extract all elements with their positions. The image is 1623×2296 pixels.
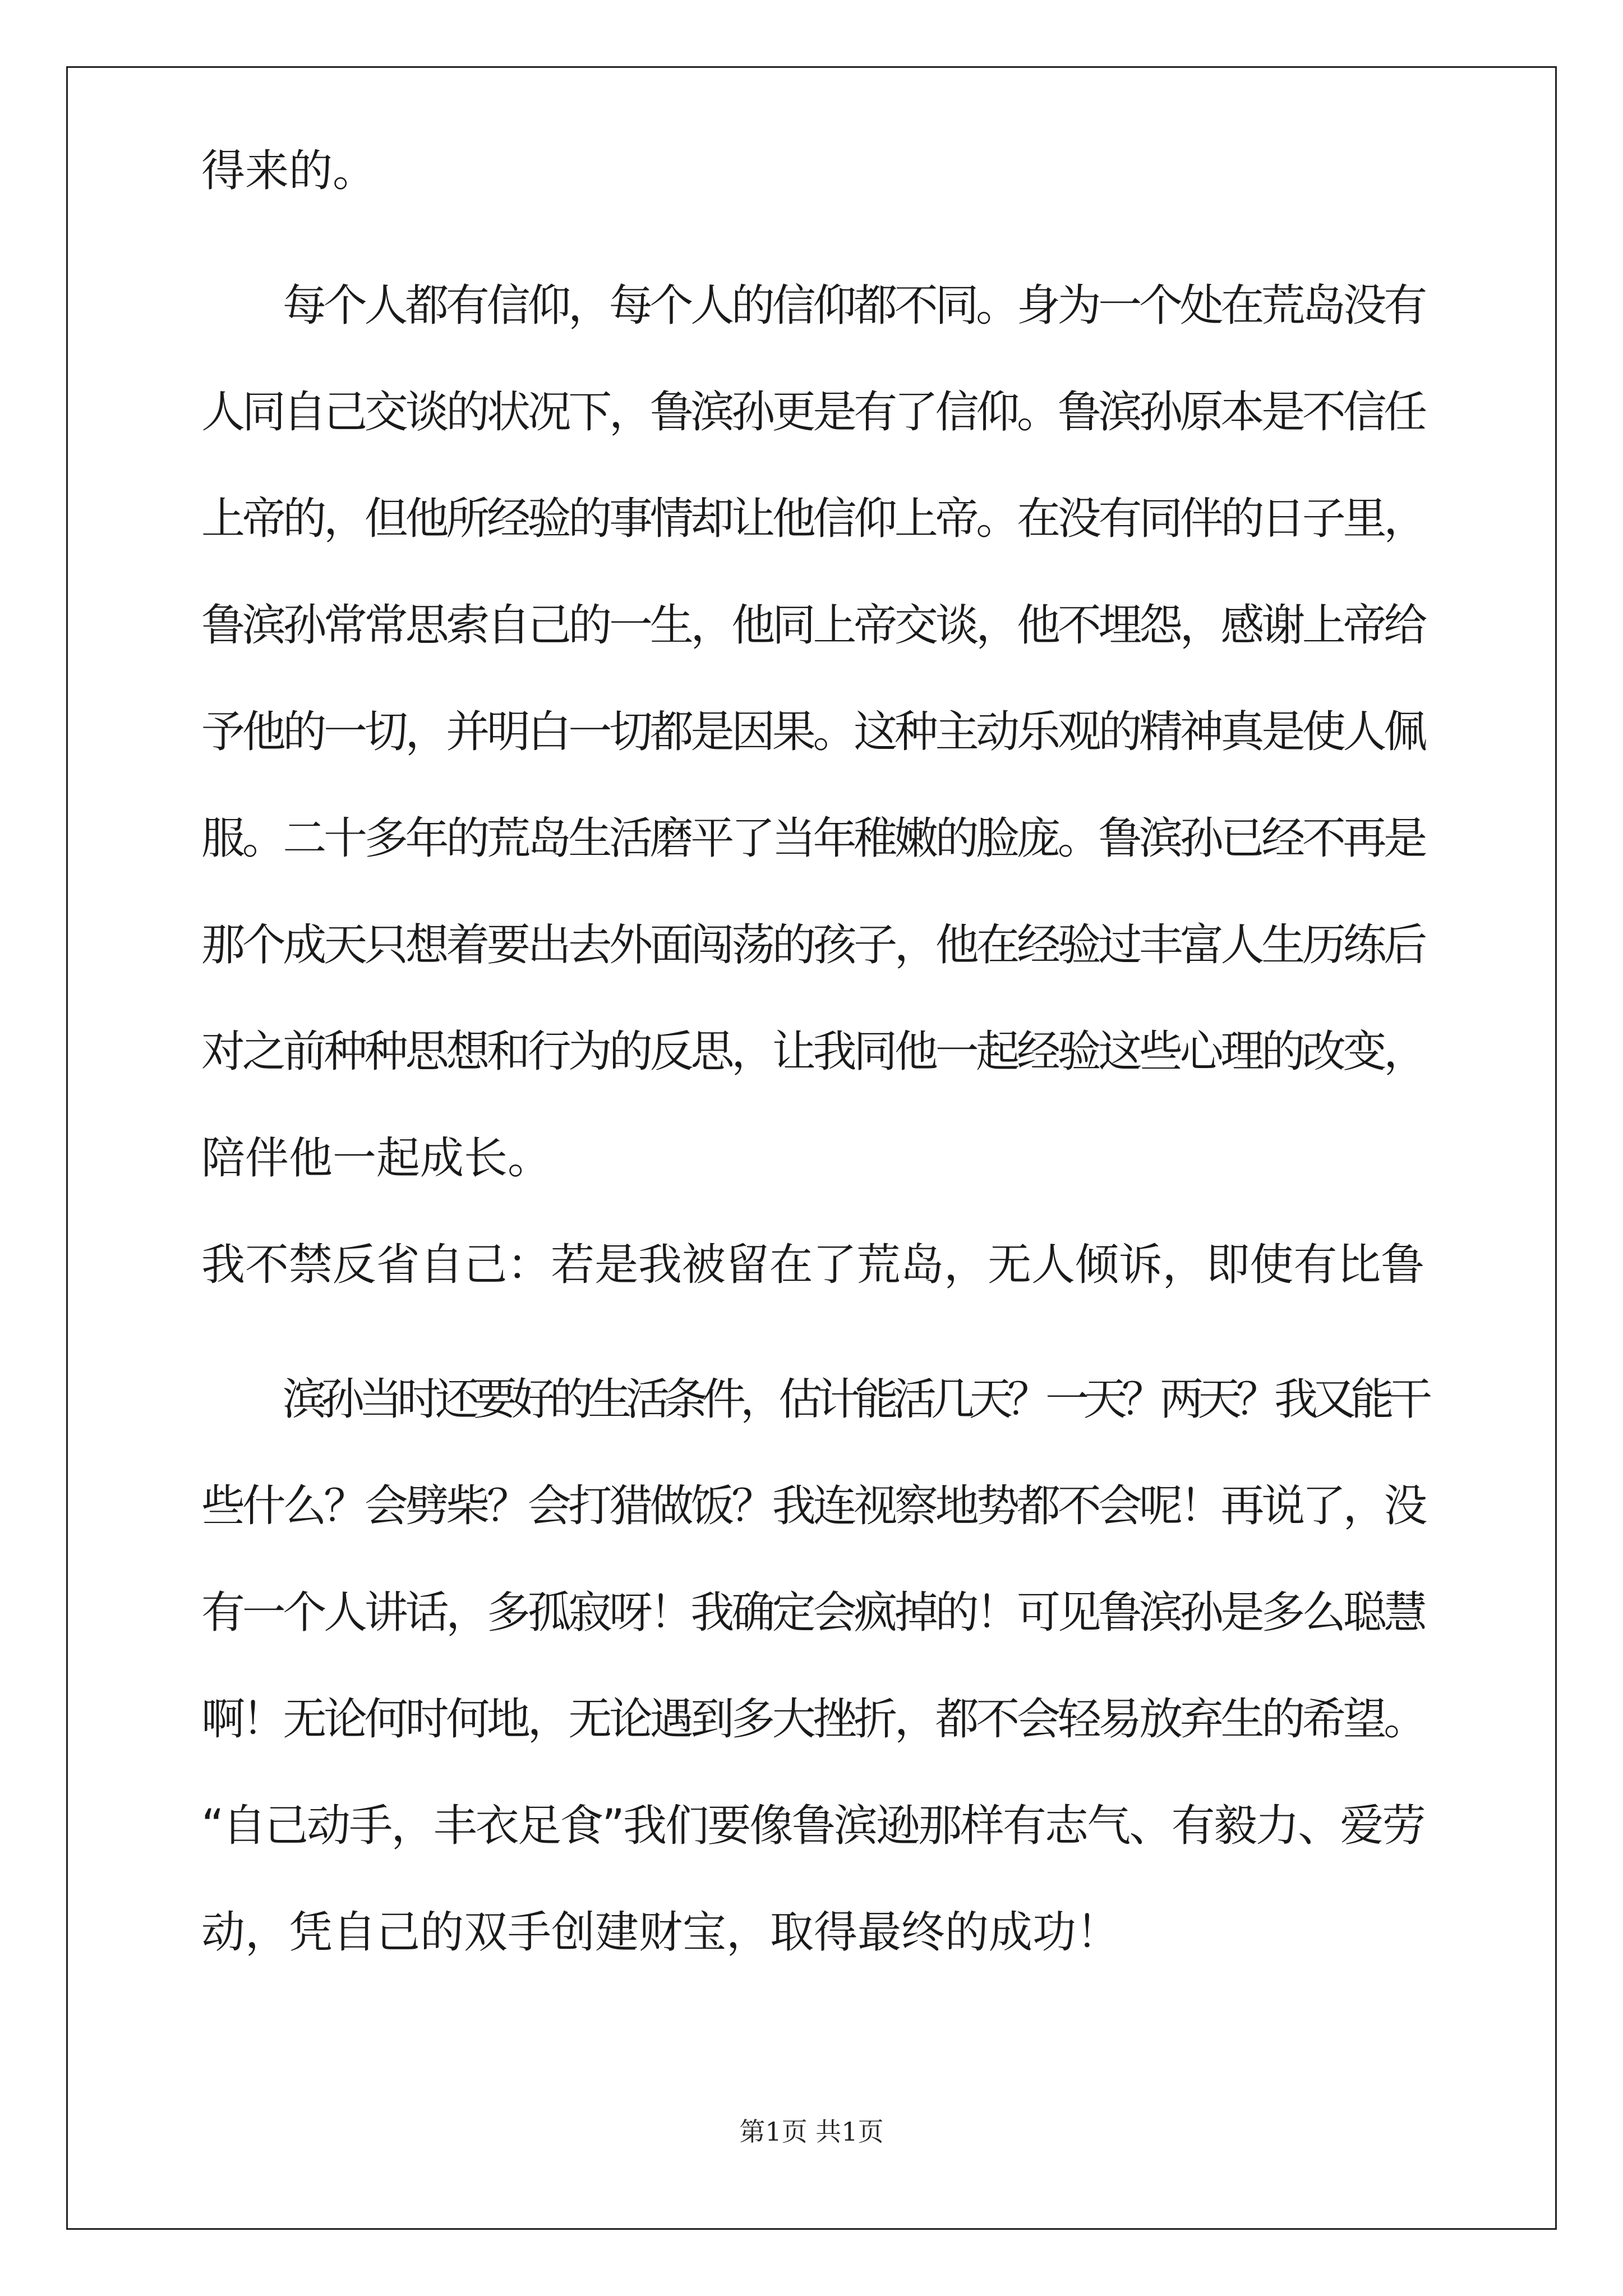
text-line: “自己动手，丰衣足食”我们要像鲁滨逊那样有志气、有毅力、爱劳 (201, 1801, 1424, 1851)
text-line: 服。二十多年的荒岛生活磨平了当年稚嫩的脸庞。鲁滨孙已经不再是 (201, 813, 1425, 864)
text-line: 人同自己交谈的状况下，鲁滨孙更是有了信仰。鲁滨孙原本是不信任 (201, 387, 1425, 438)
text-line: 上帝的，但他所经验的事情却让他信仰上帝。在没有同伴的日子里， (201, 494, 1425, 544)
text-line: 予他的一切，并明白一切都是因果。这种主动乐观的精神真是使人佩 (201, 707, 1425, 757)
text-line: 有一个人讲话，多孤寂呀！我确定会疯掉的！可见鲁滨孙是多么聪慧 (201, 1588, 1425, 1638)
text-line: 得来的。 (201, 146, 377, 196)
text-line: 每个人都有信仰，每个人的信仰都不同。身为一个处在荒岛没有 (283, 280, 1425, 331)
text-line: 鲁滨孙常常思索自己的一生，他同上帝交谈，他不埋怨，感谢上帝给 (201, 600, 1425, 651)
text-line: 那个成天只想着要出去外面闯荡的孩子，他在经验过丰富人生历练后 (201, 920, 1425, 970)
text-line: 我不禁反省自己：若是我被留在了荒岛，无人倾诉，即使有比鲁 (201, 1240, 1425, 1290)
text-line: 对之前种种思想和行为的反思，让我同他一起经验这些心理的改变， (201, 1027, 1425, 1077)
page-number-footer: 第1页 共1页 (739, 2116, 884, 2147)
text-line: 啊！无论何时何地，无论遇到多大挫折，都不会轻易放弃生的希望。 (201, 1694, 1425, 1745)
text-line: 些什么？会劈柴？会打猎做饭？我连视察地势都不会呢！再说了，没 (201, 1481, 1425, 1531)
text-line: 动，凭自己的双手创建财宝，取得最终的成功！ (201, 1907, 1121, 1958)
text-line: 滨孙当时还要好的生活条件，估计能活几天？一天？两天？我又能干 (283, 1374, 1427, 1425)
text-line: 陪伴他一起成长。 (201, 1133, 552, 1184)
